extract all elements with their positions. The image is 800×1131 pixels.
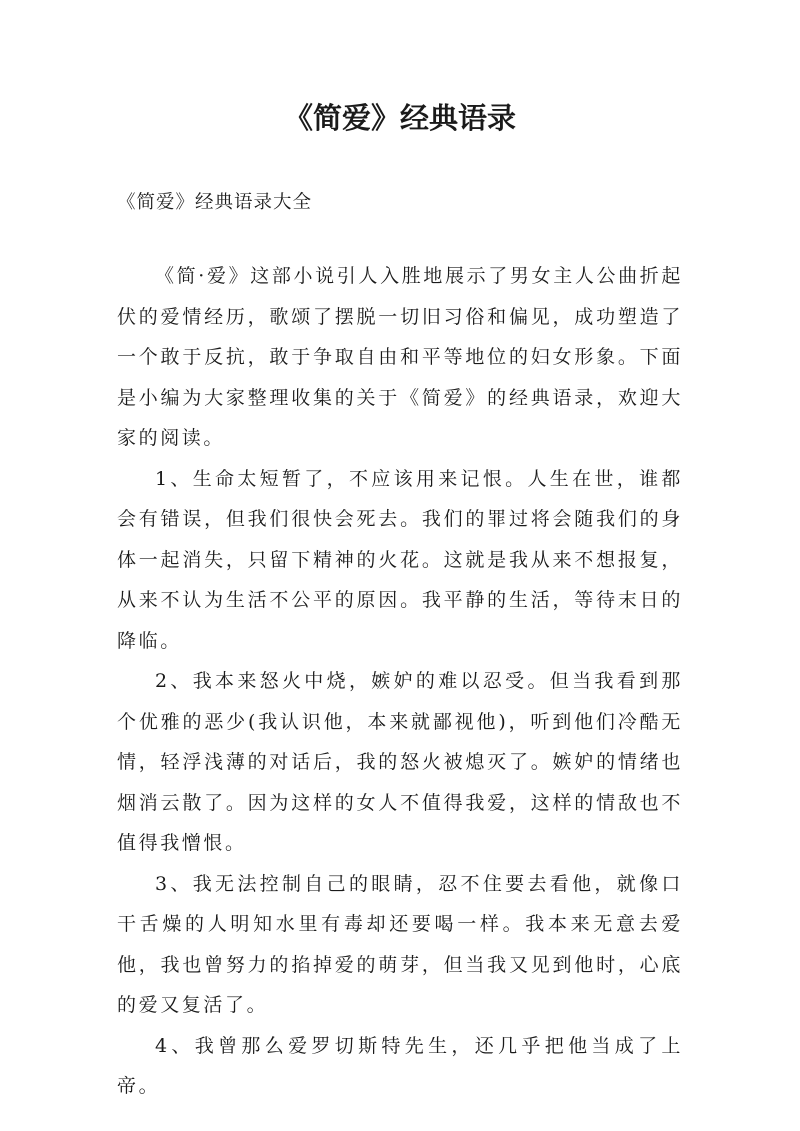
document-body xyxy=(117,256,683,1107)
intro-paragraph: 《简·爱》这部小说引人入胜地展示了男女主人公曲折起伏的爱情经历，歌颂了摆脱一切旧习俗和偏见，成功塑造了一个敢于反抗，敢于争取自由和平等地位的妇女形象。下面是小编为大家整理收集的关于《简爱》的经典语录，欢迎大家的阅读。 xyxy=(117,265,683,449)
quote-paragraph-2: 2、我本来怒火中烧，嫉妒的难以忍受。但当我看到那个优雅的恶少(我认识他，本来就鄙视他)，听到他们冷酷无情，轻浮浅薄的对话后，我的怒火被熄灭了。嫉妒的情绪也烟消云散了。因为这样的女人不值得我爱，这样的情敌也不值得我憎恨。 xyxy=(117,670,683,854)
page-subtitle: 《简爱》经典语录大全 xyxy=(117,192,313,213)
quote-paragraph-3: 3、我无法控制自己的眼睛，忍不住要去看他，就像口干舌燥的人明知水里有毒却还要喝一样。我本来无意去爱他，我也曾努力的掐掉爱的萌芽，但当我又见到他时，心底的爱又复活了。 xyxy=(117,872,683,1016)
quote-paragraph-4: 4、我曾那么爱罗切斯特先生，还几乎把他当成了上帝。 xyxy=(117,1034,683,1097)
quote-paragraph-1: 1、生命太短暂了，不应该用来记恨。人生在世，谁都会有错误，但我们很快会死去。我们的罪过将会随我们的身体一起消失，只留下精神的火花。这就是我从来不想报复，从来不认为生活不公平的原因。我平静的生活，等待末日的降临。 xyxy=(117,467,683,652)
page-title: 《简爱》经典语录 xyxy=(283,101,516,135)
